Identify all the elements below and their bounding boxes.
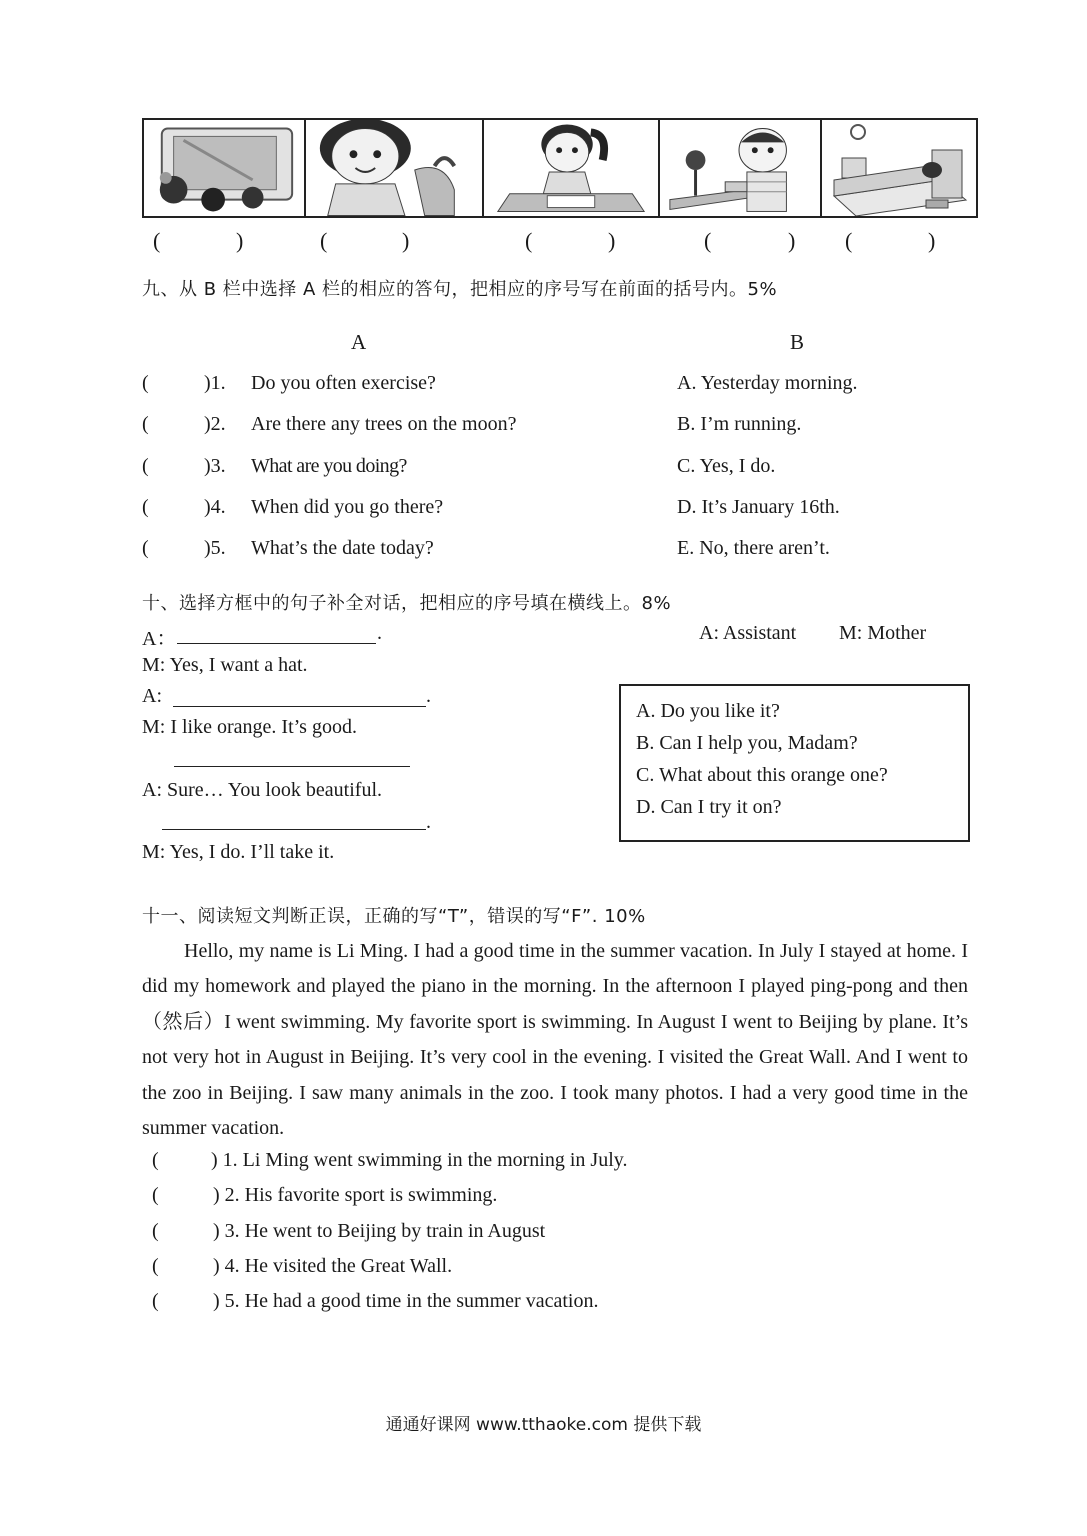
dialog-line-3-speaker: A: [142,685,162,707]
match-paren: ( [142,413,149,435]
match-answer: E. No, there aren’t. [677,537,830,559]
match-question: Are there any trees on the moon? [251,413,517,435]
answer-paren-close: ) [608,228,616,253]
dialog-line-8: M: Yes, I do. I’ll take it. [142,841,335,863]
statement-paren: ( [152,1290,159,1312]
statement-text: ) 1. Li Ming went swimming in the morning in July. [211,1149,628,1171]
match-answer: D. It’s January 16th. [677,496,840,518]
statement-text: ) 5. He had a good time in the summer vacation. [213,1290,599,1312]
match-number: )2. [204,413,226,435]
dialog-line-2: M: Yes, I want a hat. [142,654,308,676]
match-number: )4. [204,496,226,518]
statement-text: ) 2. His favorite sport is swimming. [213,1184,498,1206]
section-9-heading: 九、从 B 栏中选择 A 栏的相应的答句，把相应的序号写在前面的括号内。5% [142,279,778,300]
match-paren: ( [142,455,149,477]
dialog-blank-2[interactable] [173,706,426,707]
reading-passage: Hello, my name is Li Ming. I had a good time in the summer vacation. In July I stayed at home. I did my homework and played the piano in the morning. In the afternoon I played ping-pong and then（然后）I went swimming. My favorite sport is swimming. In August I went to Beijing by plane. It’s not very hot in August in Beijing. It’s very cool in the evening. I visited the Great Wall. And I went to the zoo in Beijing. I saw many animals in the zoo. I took many photos. I had a very good time in the summer vacation. [142,940,968,1140]
boy-cleaning-table-picture [660,120,822,216]
answer-paren-close: ) [788,228,796,253]
dialog-line-4: M: I like orange. It’s good. [142,716,357,738]
answer-paren-close: ) [402,228,410,253]
answer-paren-open: ( [320,228,328,253]
answer-paren-close: ) [928,228,936,253]
picture-answer-parens [0,228,1087,254]
dialog-line-1-speaker: A： [142,628,177,650]
match-number: )1. [204,372,226,394]
column-b-label: B [790,330,805,354]
statement-paren: ( [152,1149,159,1171]
match-question: Do you often exercise? [251,372,436,394]
match-answer: B. I’m running. [677,413,802,435]
choice-option-d: D. Can I try it on? [636,796,782,818]
column-a-label: A [351,330,367,354]
match-question: What are you doing? [251,455,407,477]
section-10-heading: 十、选择方框中的句子补全对话，把相应的序号填在横线上。8% [142,593,672,614]
match-number: )3. [204,455,226,477]
girl-writing-picture [484,120,660,216]
match-paren: ( [142,372,149,394]
answer-paren-open: ( [845,228,853,253]
legend-assistant: A: Assistant [699,622,797,644]
dialog-blank-1[interactable] [177,643,376,644]
dialog-line-3-period: . [426,685,431,707]
section-11-heading: 十一、阅读短文判断正误，正确的写“T”，错误的写“F”. 10% [142,906,646,927]
statement-paren: ( [152,1255,159,1277]
match-question: What’s the date today? [251,537,434,559]
match-answer: A. Yesterday morning. [677,372,858,394]
dialog-line-6: A: Sure… You look beautiful. [142,779,382,801]
match-question: When did you go there? [251,496,444,518]
match-paren: ( [142,496,149,518]
legend-mother: M: Mother [839,622,927,644]
statement-paren: ( [152,1184,159,1206]
answer-paren-open: ( [153,228,161,253]
choice-option-a: A. Do you like it? [636,700,780,722]
picture-strip [142,118,978,218]
dialog-line-7-period: . [426,811,431,833]
statement-text: ) 4. He visited the Great Wall. [213,1255,453,1277]
match-answer: C. Yes, I do. [677,455,776,477]
tv-watching-picture [144,120,306,216]
child-in-bed-picture [822,120,976,216]
answer-paren-close: ) [236,228,244,253]
answer-paren-open: ( [525,228,533,253]
girl-washing-hands-picture [306,120,484,216]
answer-paren-open: ( [704,228,712,253]
sentence-choice-box [619,684,970,842]
choice-option-c: C. What about this orange one? [636,764,888,786]
dialog-blank-3[interactable] [174,766,410,767]
match-number: )5. [204,537,226,559]
page-footer: 通通好课网 www.tthaoke.com 提供下载 [385,1415,702,1435]
match-paren: ( [142,537,149,559]
dialog-blank-4[interactable] [162,829,426,830]
choice-option-b: B. Can I help you, Madam? [636,732,858,754]
statement-text: ) 3. He went to Beijing by train in August [213,1220,546,1242]
dialog-line-1-period: . [377,622,382,644]
statement-paren: ( [152,1220,159,1242]
